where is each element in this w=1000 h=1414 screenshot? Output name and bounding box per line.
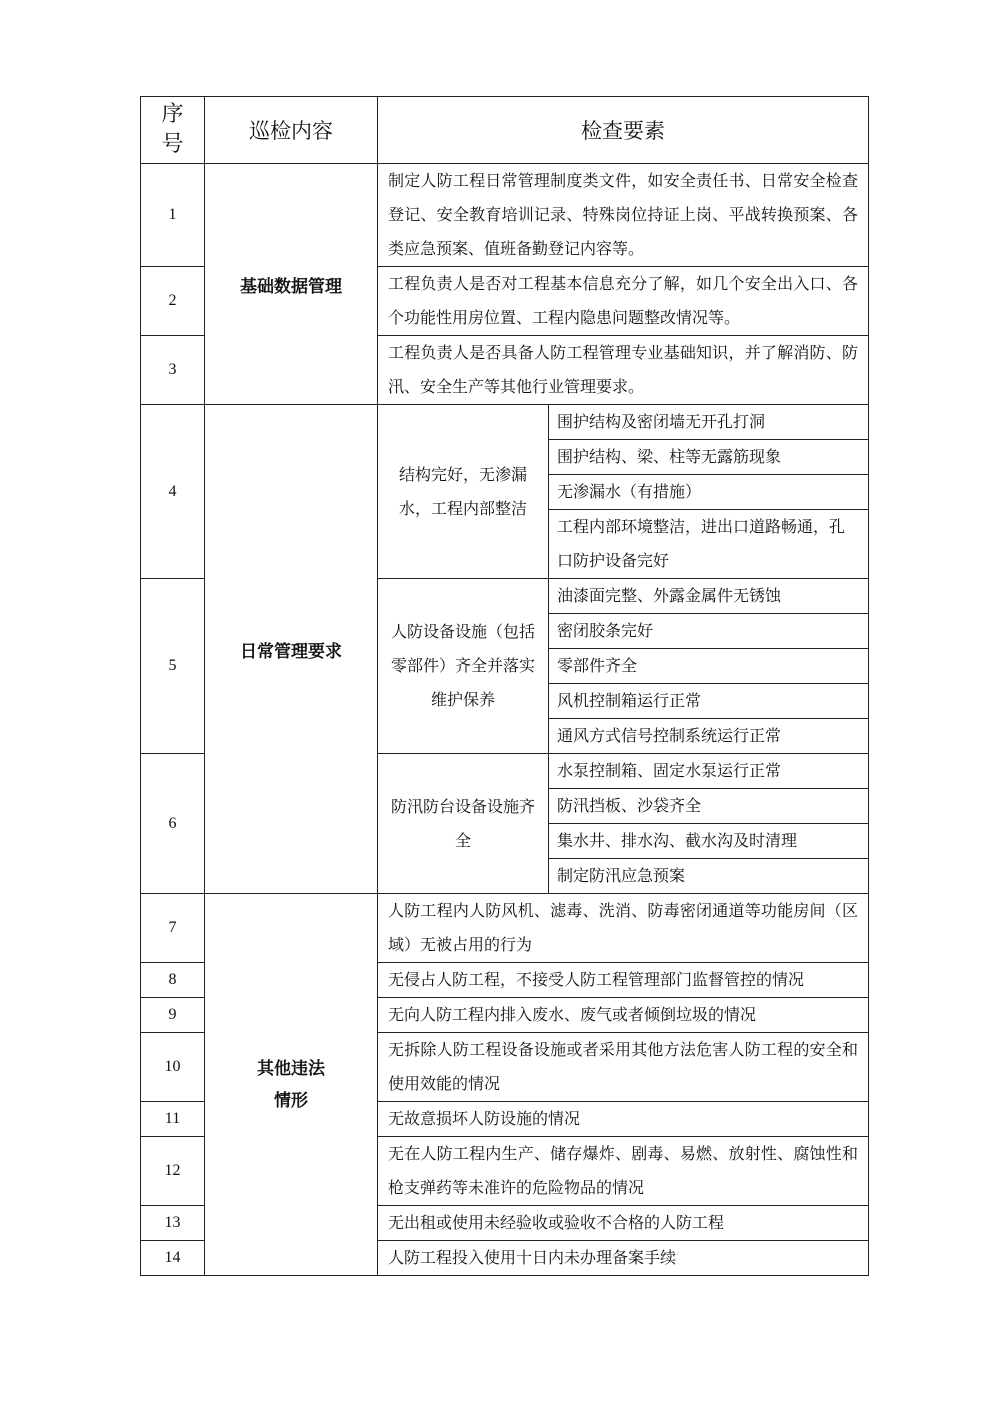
row-seq: 9 bbox=[141, 998, 205, 1033]
sub-category: 防汛防台设备设施齐全 bbox=[378, 754, 549, 894]
row-seq: 2 bbox=[141, 267, 205, 336]
header-seq: 序 号 bbox=[141, 97, 205, 164]
header-content: 巡检内容 bbox=[205, 97, 378, 164]
table-row bbox=[141, 894, 869, 963]
category-other: 其他违法 情形 bbox=[205, 894, 378, 1276]
category-daily: 日常管理要求 bbox=[205, 405, 378, 894]
table-row bbox=[141, 164, 869, 267]
check-item: 围护结构、梁、柱等无露筋现象 bbox=[549, 440, 869, 475]
header-elements: 检查要素 bbox=[378, 97, 869, 164]
check-item: 制定防汛应急预案 bbox=[549, 859, 869, 894]
row-seq: 12 bbox=[141, 1137, 205, 1206]
row-element-text: 无拆除人防工程设备设施或者采用其他方法危害人防工程的安全和使用效能的情况 bbox=[378, 1033, 869, 1102]
check-item: 风机控制箱运行正常 bbox=[549, 684, 869, 719]
row-element-text: 无侵占人防工程，不接受人防工程管理部门监督管控的情况 bbox=[378, 963, 869, 998]
check-item: 密闭胶条完好 bbox=[549, 614, 869, 649]
row-element-text: 工程负责人是否对工程基本信息充分了解，如几个安全出入口、各个功能性用房位置、工程内隐患问题整改情况等。 bbox=[378, 267, 869, 336]
check-item: 零部件齐全 bbox=[549, 649, 869, 684]
row-seq: 14 bbox=[141, 1241, 205, 1276]
inspection-table bbox=[140, 96, 869, 1276]
sub-category: 结构完好，无渗漏水，工程内部整洁 bbox=[378, 405, 549, 579]
row-element-text: 制定人防工程日常管理制度类文件，如安全责任书、日常安全检查登记、安全教育培训记录、特殊岗位持证上岗、平战转换预案、各类应急预案、值班备勤登记内容等。 bbox=[378, 164, 869, 267]
check-item: 通风方式信号控制系统运行正常 bbox=[549, 719, 869, 754]
check-item: 集水井、排水沟、截水沟及时清理 bbox=[549, 824, 869, 859]
header-row bbox=[141, 97, 869, 164]
row-element-text: 人防工程内人防风机、滤毒、洗消、防毒密闭通道等功能房间（区域）无被占用的行为 bbox=[378, 894, 869, 963]
row-seq: 10 bbox=[141, 1033, 205, 1102]
table-row bbox=[141, 405, 869, 440]
row-seq: 8 bbox=[141, 963, 205, 998]
check-item: 油漆面完整、外露金属件无锈蚀 bbox=[549, 579, 869, 614]
row-seq: 3 bbox=[141, 336, 205, 405]
row-element-text: 工程负责人是否具备人防工程管理专业基础知识，并了解消防、防汛、安全生产等其他行业管理要求。 bbox=[378, 336, 869, 405]
row-seq: 13 bbox=[141, 1206, 205, 1241]
row-seq: 5 bbox=[141, 579, 205, 754]
check-item: 水泵控制箱、固定水泵运行正常 bbox=[549, 754, 869, 789]
sub-category: 人防设备设施（包括零部件）齐全并落实维护保养 bbox=[378, 579, 549, 754]
check-item: 工程内部环境整洁，进出口道路畅通，孔口防护设备完好 bbox=[549, 510, 869, 579]
row-seq: 11 bbox=[141, 1102, 205, 1137]
check-item: 围护结构及密闭墙无开孔打洞 bbox=[549, 405, 869, 440]
category-basic: 基础数据管理 bbox=[205, 164, 378, 405]
row-element-text: 无在人防工程内生产、储存爆炸、剧毒、易燃、放射性、腐蚀性和枪支弹药等未准许的危险物品的情况 bbox=[378, 1137, 869, 1206]
check-item: 防汛挡板、沙袋齐全 bbox=[549, 789, 869, 824]
row-seq: 1 bbox=[141, 164, 205, 267]
row-element-text: 无出租或使用未经验收或验收不合格的人防工程 bbox=[378, 1206, 869, 1241]
row-element-text: 无故意损坏人防设施的情况 bbox=[378, 1102, 869, 1137]
row-element-text: 人防工程投入使用十日内未办理备案手续 bbox=[378, 1241, 869, 1276]
row-seq: 6 bbox=[141, 754, 205, 894]
check-item: 无渗漏水（有措施） bbox=[549, 475, 869, 510]
row-element-text: 无向人防工程内排入废水、废气或者倾倒垃圾的情况 bbox=[378, 998, 869, 1033]
row-seq: 4 bbox=[141, 405, 205, 579]
row-seq: 7 bbox=[141, 894, 205, 963]
